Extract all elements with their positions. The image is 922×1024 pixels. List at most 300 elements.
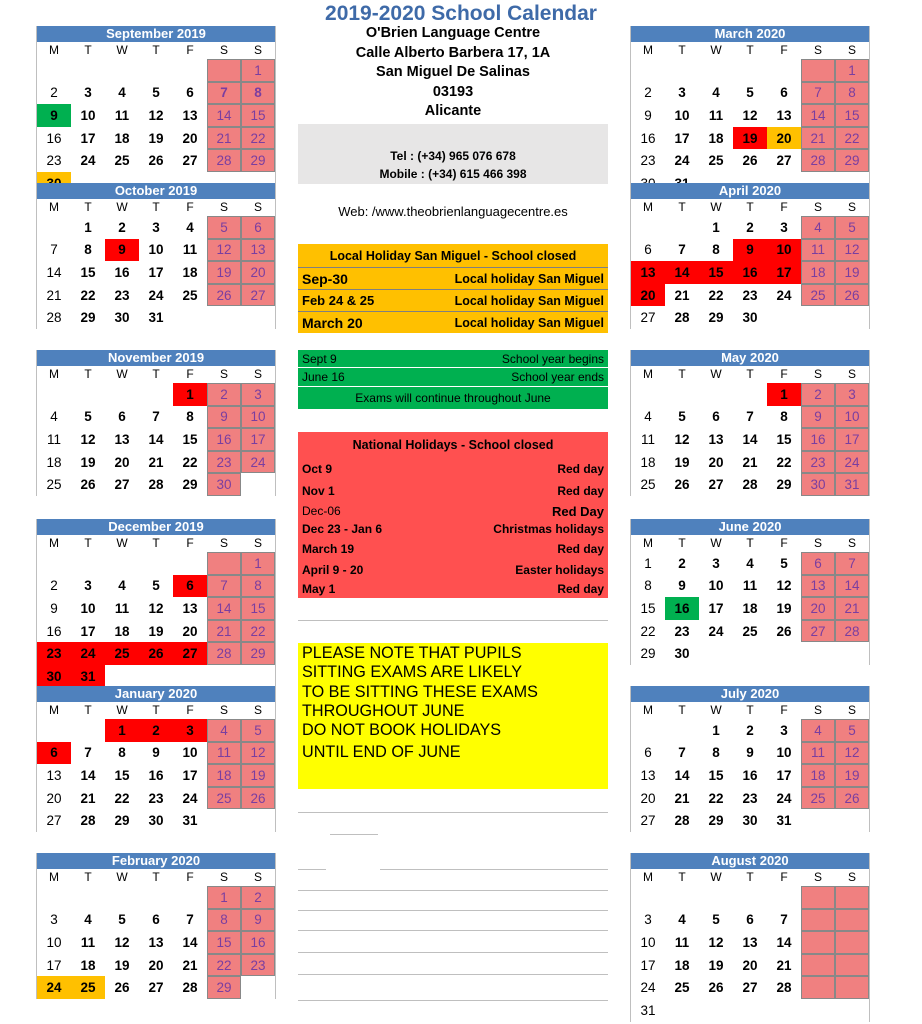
day-cell: 27 [801, 620, 835, 643]
day-cell: 5 [835, 216, 869, 239]
empty-cell [241, 976, 275, 999]
local-holiday-row: Feb 24 & 25 Local holiday San Miguel [298, 290, 608, 312]
empty-cell [699, 383, 733, 406]
day-cell: 3 [644, 912, 652, 928]
divider [298, 890, 608, 891]
day-cell: 18 [114, 130, 130, 146]
day-cell: 24 [708, 623, 724, 639]
month-calendar [630, 183, 870, 329]
day-cell: 3 [50, 912, 58, 928]
day-cell: 28 [207, 642, 241, 665]
day-cell: 29 [80, 310, 96, 326]
week-row [37, 886, 275, 909]
day-cell: 2 [678, 555, 686, 571]
day-cell: 14 [776, 934, 792, 950]
empty-cell [733, 886, 767, 909]
day-cell: 5 [118, 912, 126, 928]
weekday-header [37, 366, 275, 383]
day-cell: 6 [186, 85, 194, 101]
weekday-label: F [186, 200, 194, 214]
empty-cell [767, 306, 801, 329]
day-cell: 20 [46, 790, 62, 806]
day-cell: 5 [152, 578, 160, 594]
day-cell: 12 [148, 107, 164, 123]
empty-cell [733, 59, 767, 82]
day-cell: 3 [678, 85, 686, 101]
weekday-label: T [84, 536, 92, 550]
empty-cell [631, 216, 665, 239]
weekday-label: W [116, 200, 128, 214]
day-cell [801, 931, 835, 954]
day-cell: 11 [674, 934, 690, 950]
day-cell: 30 [37, 665, 71, 688]
notice-line: DO NOT BOOK HOLIDAYS [302, 721, 502, 740]
day-cell: 21 [835, 597, 869, 620]
school-year-box [298, 350, 608, 409]
day-cell: 17 [148, 264, 164, 280]
day-cell: 14 [665, 261, 699, 284]
day-cell: 8 [186, 409, 194, 425]
notice-line: PLEASE NOTE THAT PUPILS [302, 644, 522, 662]
day-cell: 6 [644, 242, 652, 258]
week-row [37, 451, 275, 474]
day-cell: 28 [674, 310, 690, 326]
day-cell: 26 [139, 642, 173, 665]
day-cell: 10 [640, 934, 656, 950]
weekday-label: M [49, 367, 59, 381]
day-cell: 25 [742, 623, 758, 639]
day-cell: 31 [182, 813, 198, 829]
week-row [631, 742, 869, 765]
day-cell: 20 [631, 284, 665, 307]
day-cell: 31 [640, 1002, 656, 1018]
day-cell: 25 [708, 153, 724, 169]
day-cell: 20 [801, 597, 835, 620]
day-cell: 22 [182, 454, 198, 470]
weekday-header [37, 42, 275, 59]
empty-cell [139, 665, 173, 688]
weekday-label: W [116, 536, 128, 550]
day-cell: 20 [182, 623, 198, 639]
day-cell: 19 [835, 261, 869, 284]
day-cell: 26 [835, 284, 869, 307]
empty-cell [37, 886, 71, 909]
day-cell: 18 [801, 261, 835, 284]
week-row [631, 764, 869, 787]
national-holiday-row: May 1 Red day [302, 582, 604, 596]
week-row [37, 620, 275, 643]
day-cell: 14 [835, 575, 869, 598]
day-cell: 8 [644, 578, 652, 594]
day-cell: 17 [640, 957, 656, 973]
empty-cell [767, 59, 801, 82]
day-cell: 4 [678, 912, 686, 928]
empty-cell [665, 216, 699, 239]
weekday-label: W [710, 870, 722, 884]
day-cell: 24 [776, 790, 792, 806]
day-cell: 27 [114, 477, 130, 493]
day-cell: 8 [118, 745, 126, 761]
day-cell: 3 [835, 383, 869, 406]
week-row [37, 239, 275, 262]
day-cell: 10 [835, 406, 869, 429]
month-header: January 2020 [37, 686, 275, 702]
day-cell: 12 [742, 107, 758, 123]
empty-cell [835, 306, 869, 329]
day-cell: 7 [678, 745, 686, 761]
day-cell: 17 [46, 957, 62, 973]
empty-cell [105, 886, 139, 909]
empty-cell [207, 552, 241, 575]
national-holiday-row: April 9 - 20 Easter holidays [302, 563, 604, 577]
empty-cell [733, 642, 767, 665]
day-cell: 14 [46, 264, 62, 280]
empty-cell [173, 552, 207, 575]
day-cell: 1 [173, 383, 207, 406]
day-cell: 8 [84, 242, 92, 258]
day-cell: 3 [152, 219, 160, 235]
week-row [631, 719, 869, 742]
day-cell: 12 [80, 431, 96, 447]
empty-cell [733, 383, 767, 406]
weekday-label: F [186, 870, 194, 884]
weekday-label: F [186, 367, 194, 381]
weekday-label: S [813, 200, 822, 214]
empty-cell [173, 665, 207, 688]
day-cell: 28 [835, 620, 869, 643]
mobile-number: Mobile : (+34) 615 466 398 [379, 167, 527, 181]
weekday-label: M [49, 43, 59, 57]
day-cell: 26 [114, 980, 130, 996]
day-cell: 17 [674, 130, 690, 146]
divider [298, 930, 608, 931]
school-year-row: June 16 School year ends [298, 368, 608, 387]
empty-cell [105, 59, 139, 82]
weekday-label: S [219, 870, 228, 884]
week-row [37, 909, 275, 932]
week-row [631, 473, 869, 496]
day-cell: 25 [801, 787, 835, 810]
weekday-header [37, 535, 275, 552]
day-cell: 29 [207, 976, 241, 999]
empty-cell [665, 719, 699, 742]
empty-cell [699, 59, 733, 82]
day-cell: 17 [835, 428, 869, 451]
weekday-label: S [253, 870, 262, 884]
month-header: February 2020 [37, 853, 275, 869]
week-row [37, 575, 275, 598]
day-cell: 15 [241, 104, 275, 127]
month-calendar [36, 183, 276, 329]
divider [298, 974, 608, 975]
day-cell: 15 [776, 431, 792, 447]
day-cell: 9 [733, 239, 767, 262]
week-row [37, 976, 275, 999]
day-cell: 13 [46, 767, 62, 783]
website-link[interactable]: Web: /www.theobrienlanguagecentre.es [338, 204, 568, 219]
weekday-label: S [219, 200, 228, 214]
weekday-label: F [780, 367, 788, 381]
month-header: July 2020 [631, 686, 869, 702]
week-row [37, 719, 275, 742]
day-cell: 16 [114, 264, 130, 280]
day-cell: 9 [50, 600, 58, 616]
day-cell: 7 [186, 912, 194, 928]
day-cell: 13 [148, 934, 164, 950]
week-row [37, 104, 275, 127]
weekday-label: F [186, 703, 194, 717]
weekday-label: M [643, 200, 653, 214]
weekday-label: S [219, 703, 228, 717]
day-cell: 14 [801, 104, 835, 127]
day-cell: 21 [674, 287, 690, 303]
day-cell: 26 [742, 153, 758, 169]
day-cell: 21 [46, 287, 62, 303]
empty-cell [665, 383, 699, 406]
day-cell: 15 [80, 264, 96, 280]
day-cell [801, 886, 835, 909]
day-cell: 28 [80, 813, 96, 829]
divider [298, 869, 326, 870]
month-calendar [36, 686, 276, 832]
day-cell: 23 [241, 954, 275, 977]
weekday-label: T [678, 200, 686, 214]
phone-number: Tel : (+34) 965 076 678 [390, 149, 516, 163]
weekday-label: M [643, 703, 653, 717]
week-row [37, 931, 275, 954]
day-cell: 7 [780, 912, 788, 928]
day-cell: 5 [84, 409, 92, 425]
weekday-label: W [710, 367, 722, 381]
weekday-label: T [152, 200, 160, 214]
day-cell: 6 [712, 409, 720, 425]
day-cell: 1 [835, 59, 869, 82]
day-cell: 13 [114, 431, 130, 447]
weekday-label: S [253, 536, 262, 550]
day-cell: 23 [742, 287, 758, 303]
week-row [631, 82, 869, 105]
empty-cell [835, 642, 869, 665]
day-cell: 6 [118, 409, 126, 425]
day-cell: 19 [674, 454, 690, 470]
day-cell: 8 [835, 82, 869, 105]
day-cell: 12 [114, 934, 130, 950]
weekday-label: S [219, 367, 228, 381]
week-row [631, 406, 869, 429]
weekday-label: M [643, 367, 653, 381]
day-cell: 6 [746, 912, 754, 928]
day-cell: 4 [118, 85, 126, 101]
empty-cell [699, 999, 733, 1022]
day-cell: 8 [241, 575, 275, 598]
day-cell: 30 [207, 473, 241, 496]
empty-cell [37, 59, 71, 82]
national-holidays-box [298, 432, 608, 598]
day-cell: 19 [80, 454, 96, 470]
month-calendar [36, 350, 276, 496]
weekday-label: T [678, 536, 686, 550]
day-cell: 16 [46, 623, 62, 639]
day-cell: 31 [148, 310, 164, 326]
day-cell: 24 [80, 153, 96, 169]
contact-box [298, 124, 608, 184]
day-cell [835, 954, 869, 977]
day-cell: 2 [644, 85, 652, 101]
empty-cell [631, 719, 665, 742]
day-cell: 26 [80, 477, 96, 493]
weekday-label: F [780, 536, 788, 550]
notice-line: TO BE SITTING THESE EXAMS [302, 682, 538, 701]
day-cell: 10 [80, 600, 96, 616]
day-cell: 3 [780, 722, 788, 738]
day-cell: 16 [742, 767, 758, 783]
weekday-label: T [746, 703, 754, 717]
day-cell: 31 [835, 473, 869, 496]
day-cell: 25 [182, 287, 198, 303]
weekday-label: S [847, 367, 856, 381]
day-cell: 24 [182, 790, 198, 806]
day-cell: 2 [50, 85, 58, 101]
empty-cell [71, 719, 105, 742]
week-row [37, 954, 275, 977]
empty-cell [801, 306, 835, 329]
day-cell: 21 [182, 957, 198, 973]
weekday-header [631, 199, 869, 216]
week-row [631, 239, 869, 262]
day-cell: 18 [114, 623, 130, 639]
empty-cell [801, 999, 835, 1022]
weekday-label: M [49, 200, 59, 214]
day-cell: 10 [148, 242, 164, 258]
week-row [631, 931, 869, 954]
day-cell: 10 [708, 578, 724, 594]
day-cell: 26 [835, 787, 869, 810]
weekday-label: S [219, 536, 228, 550]
empty-cell [801, 809, 835, 832]
day-cell: 9 [678, 578, 686, 594]
day-cell: 2 [50, 578, 58, 594]
weekday-header [37, 199, 275, 216]
weekday-label: W [116, 43, 128, 57]
week-row [37, 787, 275, 810]
weekday-label: M [643, 43, 653, 57]
day-cell: 1 [241, 59, 275, 82]
day-cell: 14 [207, 104, 241, 127]
week-row [37, 597, 275, 620]
day-cell: 7 [678, 242, 686, 258]
day-cell: 4 [746, 555, 754, 571]
weekday-label: T [152, 536, 160, 550]
day-cell: 22 [708, 790, 724, 806]
day-cell: 19 [148, 623, 164, 639]
day-cell: 17 [182, 767, 198, 783]
week-row [631, 909, 869, 932]
day-cell [835, 886, 869, 909]
day-cell: 4 [50, 409, 58, 425]
day-cell: 13 [776, 107, 792, 123]
month-header: April 2020 [631, 183, 869, 199]
day-cell: 18 [46, 454, 62, 470]
weekday-label: W [710, 536, 722, 550]
day-cell: 11 [708, 107, 724, 123]
empty-cell [207, 809, 241, 832]
day-cell: 6 [173, 575, 207, 598]
day-cell: 1 [712, 219, 720, 235]
day-cell: 4 [644, 409, 652, 425]
day-cell: 20 [148, 957, 164, 973]
day-cell: 29 [835, 149, 869, 172]
day-cell: 5 [207, 216, 241, 239]
day-cell: 4 [186, 219, 194, 235]
day-cell: 24 [71, 642, 105, 665]
weekday-label: S [813, 870, 822, 884]
day-cell: 19 [207, 261, 241, 284]
day-cell: 24 [37, 976, 71, 999]
week-row [631, 976, 869, 999]
empty-cell [37, 552, 71, 575]
weekday-label: W [710, 703, 722, 717]
national-holiday-row: March 19 Red day [302, 542, 604, 556]
empty-cell [241, 306, 275, 329]
day-cell: 26 [148, 153, 164, 169]
day-cell: 14 [742, 431, 758, 447]
empty-cell [631, 59, 665, 82]
day-cell: 28 [742, 477, 758, 493]
empty-cell [665, 999, 699, 1022]
month-header: May 2020 [631, 350, 869, 366]
day-cell: 16 [241, 931, 275, 954]
weekday-label: F [780, 703, 788, 717]
day-cell: 27 [241, 284, 275, 307]
day-cell [835, 976, 869, 999]
week-row [37, 742, 275, 765]
week-row [37, 473, 275, 496]
day-cell: 3 [84, 85, 92, 101]
day-cell: 18 [207, 764, 241, 787]
day-cell: 10 [767, 239, 801, 262]
day-cell: 16 [640, 130, 656, 146]
week-row [631, 999, 869, 1022]
week-row [631, 127, 869, 150]
day-cell: 5 [152, 85, 160, 101]
day-cell: 21 [742, 454, 758, 470]
weekday-label: T [746, 367, 754, 381]
day-cell: 25 [105, 642, 139, 665]
day-cell: 12 [207, 239, 241, 262]
day-cell: 11 [801, 742, 835, 765]
day-cell: 27 [182, 153, 198, 169]
day-cell: 26 [776, 623, 792, 639]
day-cell: 26 [241, 787, 275, 810]
month-calendar [630, 853, 870, 1022]
day-cell: 21 [207, 127, 241, 150]
day-cell: 4 [801, 216, 835, 239]
weekday-label: S [813, 367, 822, 381]
empty-cell [241, 665, 275, 688]
day-cell: 25 [801, 284, 835, 307]
week-row [631, 954, 869, 977]
month-calendar [630, 26, 870, 195]
local-holiday-row: Sep-30 Local holiday San Miguel [298, 268, 608, 290]
day-cell: 24 [776, 287, 792, 303]
day-cell: 29 [640, 646, 656, 662]
day-cell: 27 [742, 980, 758, 996]
month-calendar [630, 686, 870, 832]
weekday-label: S [253, 367, 262, 381]
week-row [631, 620, 869, 643]
day-cell: 18 [742, 600, 758, 616]
weekday-label: S [253, 43, 262, 57]
